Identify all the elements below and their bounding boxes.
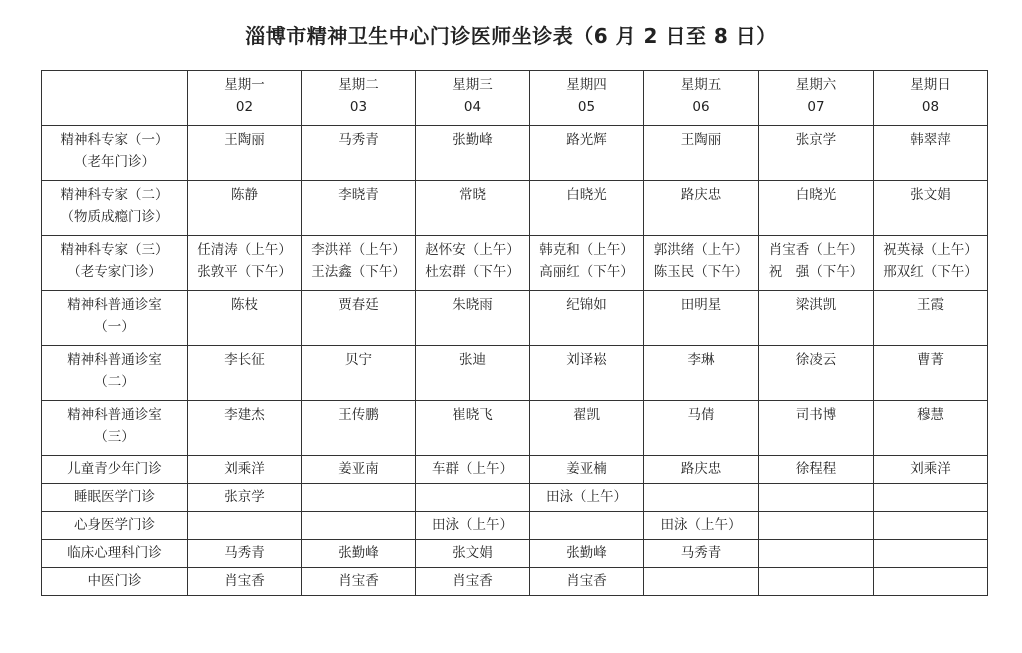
doctor-cell bbox=[874, 346, 988, 401]
doctor-cell bbox=[530, 346, 644, 401]
doctor-name: 张勤峰 bbox=[338, 545, 379, 561]
clinic-label: （老年门诊） bbox=[74, 154, 155, 170]
doctor-name: 张京学 bbox=[795, 132, 837, 148]
doctor-cell bbox=[530, 181, 644, 236]
doctor-name: 郭洪绪（上午） bbox=[653, 242, 749, 258]
doctor-name: 肖宝香 bbox=[224, 573, 265, 589]
clinic-label-cell bbox=[42, 126, 188, 181]
weekday-label: 星期日 bbox=[910, 77, 951, 93]
doctor-name: 杜宏群（下午） bbox=[425, 264, 520, 280]
weekday-label: 星期二 bbox=[338, 77, 379, 93]
clinic-label-cell bbox=[42, 181, 188, 236]
clinic-label: 精神科专家（二） bbox=[60, 187, 169, 203]
doctor-name: 李琳 bbox=[687, 352, 715, 368]
table-row bbox=[42, 484, 988, 512]
doctor-name: 陈静 bbox=[231, 187, 258, 203]
doctor-name: 韩克和（上午） bbox=[539, 242, 634, 258]
doctor-cell bbox=[188, 484, 302, 512]
doctor-name: 田泳（上午） bbox=[546, 489, 627, 505]
doctor-cell bbox=[530, 456, 644, 484]
clinic-label-cell bbox=[42, 291, 188, 346]
page-title: 淄博市精神卫生中心门诊医师坐诊表（6 月 2 日至 8 日） bbox=[245, 24, 777, 48]
clinic-label: （物质成瘾门诊） bbox=[60, 209, 169, 225]
date-label: 05 bbox=[577, 99, 596, 115]
doctor-cell bbox=[416, 346, 530, 401]
doctor-cell bbox=[874, 126, 988, 181]
doctor-cell bbox=[302, 126, 416, 181]
doctor-cell bbox=[530, 568, 644, 596]
doctor-name: 李洪祥（上午） bbox=[311, 242, 406, 258]
doctor-cell bbox=[874, 484, 988, 512]
doctor-cell bbox=[416, 236, 530, 291]
doctor-cell bbox=[644, 512, 759, 540]
doctor-name: 崔晓飞 bbox=[452, 407, 493, 423]
clinic-label: 精神科专家（一） bbox=[60, 132, 169, 148]
doctor-cell bbox=[188, 456, 302, 484]
doctor-cell bbox=[302, 484, 416, 512]
doctor-name: 王法鑫（下午） bbox=[311, 264, 406, 280]
weekday-label: 星期三 bbox=[452, 77, 493, 93]
doctor-cell bbox=[759, 346, 874, 401]
doctor-name: 张勤峰 bbox=[452, 132, 493, 148]
corner-cell bbox=[42, 71, 188, 126]
doctor-cell bbox=[644, 456, 759, 484]
doctor-cell bbox=[530, 126, 644, 181]
doctor-cell bbox=[644, 568, 759, 596]
doctor-name: 刘乘洋 bbox=[224, 461, 265, 477]
weekday-label: 星期一 bbox=[224, 77, 265, 93]
clinic-label-cell bbox=[42, 512, 188, 540]
doctor-cell bbox=[644, 181, 759, 236]
day-header-cell bbox=[644, 71, 759, 126]
doctor-name: 肖宝香（上午） bbox=[768, 242, 864, 258]
doctor-cell bbox=[302, 568, 416, 596]
table-row bbox=[42, 456, 988, 484]
clinic-label: 精神科普通诊室 bbox=[67, 297, 162, 313]
doctor-name: 贝宁 bbox=[345, 352, 372, 368]
doctor-name: 马秀青 bbox=[338, 132, 379, 148]
table-row bbox=[42, 512, 988, 540]
doctor-name: 肖宝香 bbox=[338, 573, 379, 589]
doctor-name: 李长征 bbox=[224, 352, 265, 368]
doctor-name: 刘译崧 bbox=[566, 352, 607, 368]
day-header-cell bbox=[530, 71, 644, 126]
clinic-label: 睡眠医学门诊 bbox=[74, 489, 155, 505]
doctor-name: 朱晓雨 bbox=[452, 297, 493, 313]
clinic-label: 精神科专家（三） bbox=[60, 242, 169, 258]
doctor-cell bbox=[644, 540, 759, 568]
weekday-label: 星期四 bbox=[566, 77, 607, 93]
doctor-name: 纪锦如 bbox=[566, 297, 607, 313]
table-row bbox=[42, 568, 988, 596]
doctor-cell bbox=[416, 568, 530, 596]
doctor-cell bbox=[188, 512, 302, 540]
date-label: 06 bbox=[692, 99, 710, 115]
doctor-cell bbox=[188, 401, 302, 456]
doctor-cell bbox=[188, 126, 302, 181]
doctor-cell bbox=[416, 484, 530, 512]
table-row bbox=[42, 540, 988, 568]
doctor-name: 王霞 bbox=[917, 297, 944, 313]
doctor-name: 陈玉民（下午） bbox=[653, 264, 749, 280]
date-label: 08 bbox=[921, 99, 940, 115]
table-row bbox=[42, 346, 988, 401]
clinic-label-cell bbox=[42, 568, 188, 596]
doctor-cell bbox=[416, 291, 530, 346]
doctor-name: 徐程程 bbox=[795, 461, 837, 477]
doctor-name: 赵怀安（上午） bbox=[425, 242, 520, 258]
doctor-name: 姜亚楠 bbox=[566, 461, 607, 477]
doctor-cell bbox=[644, 484, 759, 512]
doctor-name: 徐凌云 bbox=[795, 352, 837, 368]
doctor-cell bbox=[874, 236, 988, 291]
doctor-cell bbox=[759, 456, 874, 484]
doctor-name: 常晓 bbox=[459, 187, 486, 203]
clinic-label: 儿童青少年门诊 bbox=[67, 461, 162, 477]
doctor-name: 张文娟 bbox=[452, 545, 493, 561]
day-header-cell bbox=[759, 71, 874, 126]
doctor-name: 马秀青 bbox=[680, 545, 722, 561]
doctor-cell bbox=[416, 540, 530, 568]
doctor-name: 肖宝香 bbox=[566, 573, 607, 589]
table-row bbox=[42, 401, 988, 456]
clinic-label: （老专家门诊） bbox=[67, 264, 162, 280]
doctor-cell bbox=[874, 568, 988, 596]
doctor-cell bbox=[302, 291, 416, 346]
doctor-name: 翟凯 bbox=[573, 407, 600, 423]
doctor-name: 马倩 bbox=[687, 407, 715, 423]
doctor-name: 韩翠萍 bbox=[910, 132, 951, 148]
doctor-cell bbox=[188, 181, 302, 236]
doctor-name: 路庆忠 bbox=[680, 187, 722, 203]
doctor-cell bbox=[644, 291, 759, 346]
doctor-name: 马秀青 bbox=[224, 545, 265, 561]
doctor-name: 司书博 bbox=[795, 407, 837, 423]
doctor-name: 王陶丽 bbox=[680, 132, 722, 148]
doctor-name: 田泳（上午） bbox=[432, 517, 513, 533]
doctor-cell bbox=[416, 512, 530, 540]
clinic-label: （二） bbox=[94, 374, 135, 390]
doctor-cell bbox=[188, 568, 302, 596]
doctor-name: 高丽红（下午） bbox=[539, 264, 634, 280]
doctor-cell bbox=[302, 181, 416, 236]
doctor-name: 邢双红（下午） bbox=[883, 264, 978, 280]
doctor-name: 车群（上午） bbox=[432, 461, 513, 477]
date-label: 02 bbox=[235, 99, 254, 115]
doctor-name: 王传鹏 bbox=[338, 407, 379, 423]
clinic-label-cell bbox=[42, 401, 188, 456]
table-row bbox=[42, 236, 988, 291]
doctor-name: 李晓青 bbox=[338, 187, 379, 203]
table-row bbox=[42, 181, 988, 236]
clinic-label: 心身医学门诊 bbox=[74, 517, 155, 533]
doctor-cell bbox=[302, 346, 416, 401]
doctor-cell bbox=[416, 126, 530, 181]
doctor-cell bbox=[188, 291, 302, 346]
doctor-name: 路光辉 bbox=[566, 132, 607, 148]
doctor-name: 任清涛（上午） bbox=[197, 242, 292, 258]
doctor-cell bbox=[644, 346, 759, 401]
doctor-name: 祝英禄（上午） bbox=[883, 242, 978, 258]
doctor-name: 白晓光 bbox=[795, 187, 837, 203]
day-header-cell bbox=[874, 71, 988, 126]
doctor-cell bbox=[416, 401, 530, 456]
clinic-label-cell bbox=[42, 540, 188, 568]
doctor-cell bbox=[530, 512, 644, 540]
doctor-cell bbox=[644, 401, 759, 456]
doctor-cell bbox=[302, 401, 416, 456]
doctor-cell bbox=[644, 126, 759, 181]
doctor-name: 姜亚南 bbox=[338, 461, 379, 477]
schedule-table bbox=[41, 70, 988, 596]
doctor-name: 张迪 bbox=[459, 352, 486, 368]
doctor-cell bbox=[874, 540, 988, 568]
clinic-label: （三） bbox=[94, 429, 135, 445]
doctor-cell bbox=[188, 540, 302, 568]
doctor-name: 路庆忠 bbox=[680, 461, 722, 477]
day-header-cell bbox=[416, 71, 530, 126]
clinic-label-cell bbox=[42, 236, 188, 291]
table-row bbox=[42, 126, 988, 181]
doctor-name: 祝 强（下午） bbox=[768, 264, 864, 280]
doctor-cell bbox=[302, 236, 416, 291]
doctor-cell bbox=[416, 456, 530, 484]
clinic-label: 临床心理科门诊 bbox=[67, 545, 162, 561]
doctor-name: 肖宝香 bbox=[452, 573, 493, 589]
doctor-cell bbox=[874, 456, 988, 484]
doctor-cell bbox=[302, 512, 416, 540]
clinic-label: 中医门诊 bbox=[87, 573, 142, 589]
doctor-cell bbox=[530, 484, 644, 512]
doctor-name: 梁淇凯 bbox=[795, 297, 837, 313]
clinic-label: 精神科普通诊室 bbox=[67, 352, 162, 368]
doctor-cell bbox=[759, 484, 874, 512]
doctor-name: 田泳（上午） bbox=[660, 517, 742, 533]
clinic-label-cell bbox=[42, 484, 188, 512]
doctor-name: 张敦平（下午） bbox=[197, 264, 292, 280]
clinic-label: （一） bbox=[94, 319, 135, 335]
doctor-cell bbox=[759, 568, 874, 596]
date-label: 03 bbox=[349, 99, 368, 115]
doctor-cell bbox=[874, 181, 988, 236]
doctor-cell bbox=[759, 236, 874, 291]
doctor-name: 张京学 bbox=[224, 489, 265, 505]
doctor-cell bbox=[188, 236, 302, 291]
doctor-cell bbox=[874, 291, 988, 346]
doctor-cell bbox=[759, 540, 874, 568]
table-row bbox=[42, 291, 988, 346]
clinic-label-cell bbox=[42, 346, 188, 401]
doctor-name: 曹菁 bbox=[917, 352, 944, 368]
doctor-cell bbox=[188, 346, 302, 401]
doctor-cell bbox=[759, 126, 874, 181]
doctor-cell bbox=[759, 291, 874, 346]
doctor-cell bbox=[530, 401, 644, 456]
doctor-cell bbox=[530, 291, 644, 346]
doctor-cell bbox=[759, 401, 874, 456]
day-header-cell bbox=[302, 71, 416, 126]
doctor-cell bbox=[530, 236, 644, 291]
doctor-cell bbox=[759, 181, 874, 236]
doctor-name: 张文娟 bbox=[910, 187, 951, 203]
doctor-name: 李建杰 bbox=[224, 407, 265, 423]
day-header-cell bbox=[188, 71, 302, 126]
doctor-name: 陈枝 bbox=[231, 297, 258, 313]
weekday-label: 星期五 bbox=[680, 77, 722, 93]
doctor-cell bbox=[874, 512, 988, 540]
clinic-label-cell bbox=[42, 456, 188, 484]
doctor-name: 穆慧 bbox=[917, 407, 944, 423]
clinic-label: 精神科普通诊室 bbox=[67, 407, 162, 423]
doctor-cell bbox=[302, 456, 416, 484]
date-label: 07 bbox=[807, 99, 825, 115]
doctor-name: 白晓光 bbox=[566, 187, 607, 203]
doctor-name: 刘乘洋 bbox=[910, 461, 951, 477]
doctor-cell bbox=[644, 236, 759, 291]
doctor-name: 贾春廷 bbox=[338, 297, 379, 313]
doctor-cell bbox=[416, 181, 530, 236]
date-label: 04 bbox=[463, 99, 482, 115]
doctor-name: 王陶丽 bbox=[224, 132, 265, 148]
doctor-cell bbox=[874, 401, 988, 456]
header-row bbox=[42, 71, 988, 126]
doctor-cell bbox=[302, 540, 416, 568]
doctor-cell bbox=[759, 512, 874, 540]
doctor-name: 张勤峰 bbox=[566, 545, 607, 561]
doctor-name: 田明星 bbox=[680, 297, 722, 313]
doctor-cell bbox=[530, 540, 644, 568]
weekday-label: 星期六 bbox=[795, 77, 837, 93]
